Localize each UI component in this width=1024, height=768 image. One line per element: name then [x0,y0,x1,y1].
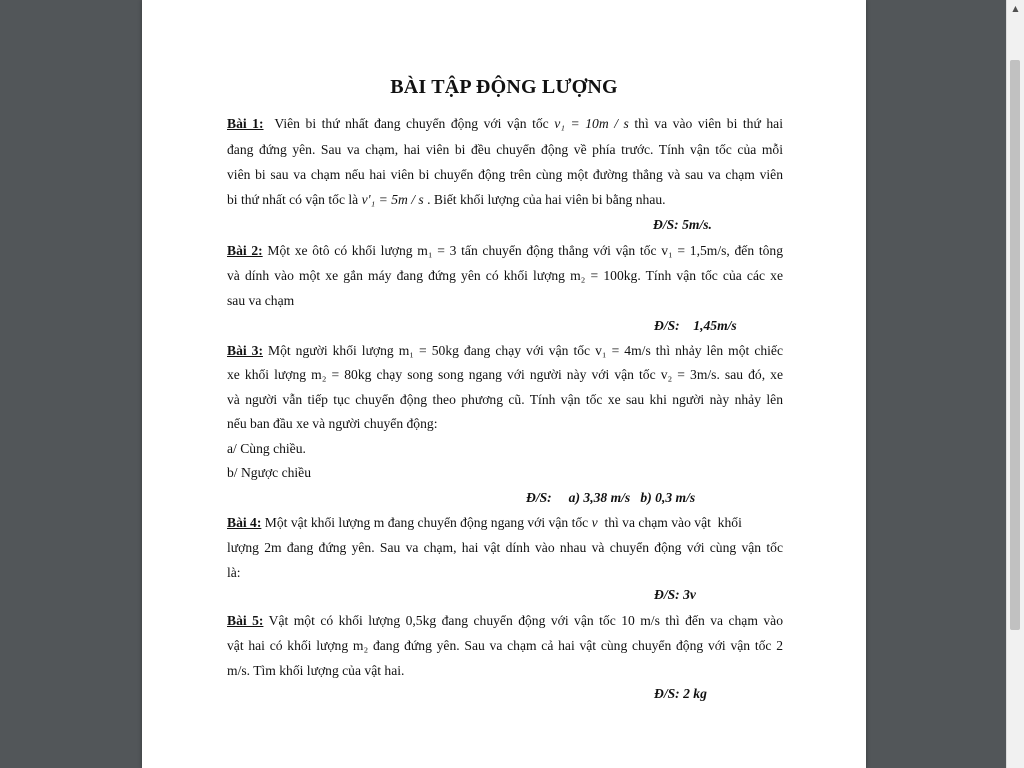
vertical-scrollbar[interactable] [1006,0,1024,768]
text-segment: Một vật khối lượng m đang chuyển động ngang với vận tốc [264,515,592,530]
text-segment: Viên bi thứ nhất đang chuyển động với vận tốc [274,116,555,131]
scroll-up-arrow-icon[interactable]: ▲ [1012,4,1019,13]
exercise-4-line-3: là: [227,565,241,580]
exercise-2-label: Bài 2: [227,243,263,258]
exercise-2-line-3: sau va chạm [227,293,295,308]
exercise-3-line-2: xe khối lượng m₂ = 80kg chạy song song ngang với người này với vận tốc v₂ = 3m/s. sau đó, xe [227,367,783,382]
text-segment: bi thứ nhất có vận tốc là [227,192,362,207]
exercise-3-option-b: b/ Ngược chiều [227,465,312,480]
document-page [142,0,866,768]
exercise-4-answer: Đ/S: 3v [654,587,696,602]
math-expression: v₁ = 10m / s [554,116,629,131]
exercise-2-line-2: và dính vào một xe gắn máy đang đứng yên có khối lượng m₂ = 100kg. Tính vận tốc của các xe [227,268,783,283]
exercise-5-answer: Đ/S: 2 kg [654,686,707,701]
text-segment: . Biết khối lượng của hai viên bi bằng nhau. [423,192,666,207]
exercise-3-line-4: nếu ban đầu xe và người chuyển động: [227,416,438,431]
text-segment: thì va chạm vào vật khối [597,515,742,530]
exercise-3-line-1 [227,342,783,360]
exercise-5-label: Bài 5: [227,613,264,628]
text-segment: Một xe ôtô có khối lượng m₁ = 3 tấn chuyển động thẳng với vận tốc v₁ = 1,5m/s, đến tông [267,243,783,258]
exercise-1-label: Bài 1: [227,116,264,131]
exercise-3-line-3: và người vẫn tiếp tục chuyển động theo phương cũ. Tính vận tốc xe sau khi người này nhảy lên [227,392,783,407]
exercise-1-line-1 [227,115,783,133]
exercise-5-line-1 [227,612,783,630]
scroll-thumb[interactable] [1010,60,1020,630]
exercise-1-answer: Đ/S: 5m/s. [653,217,712,232]
exercise-1-line-3: viên bi sau va chạm nếu hai viên bi chuyển động trên cùng một đường thẳng và sau va chạm viên [227,167,783,182]
exercise-4-line-1 [227,514,783,532]
exercise-5-line-2: vật hai có khối lượng m₂ đang đứng yên. Sau va chạm cả hai vật cùng chuyển động với vận tốc 2 [227,638,783,653]
exercise-1-line-2: đang đứng yên. Sau va chạm, hai viên bi đều chuyển động về phía trước. Tính vận tốc của mỗi [227,142,783,157]
text-segment: Một người khối lượng m₁ = 50kg đang chạy với vận tốc v₁ = 4m/s thì nhảy lên một chiếc [268,343,783,358]
exercise-3-label: Bài 3: [227,343,263,358]
math-expression: v [591,515,598,530]
exercise-3-option-a: a/ Cùng chiều. [227,441,306,456]
exercise-1-line-4 [227,191,783,209]
exercise-4-label: Bài 4: [227,515,262,530]
exercise-2-line-1 [227,242,783,260]
exercise-4-line-2: lượng 2m đang đứng yên. Sau va chạm, hai vật dính vào nhau và chuyển động với cùng vận tốc [227,540,783,555]
exercise-5-line-3: m/s. Tìm khối lượng của vật hai. [227,663,405,678]
text-segment: thì va vào viên bi thứ hai [634,116,783,131]
math-expression: v'₁ = 5m / s [361,192,424,207]
text-segment: Vật một có khối lượng 0,5kg đang chuyển động với vận tốc 10 m/s thì đến va chạm vào [268,613,783,628]
exercise-2-answer: Đ/S: 1,45m/s [654,318,737,333]
document-title: BÀI TẬP ĐỘNG LƯỢNG [390,76,618,98]
exercise-3-answer: Đ/S: a) 3,38 m/s b) 0,3 m/s [526,490,696,505]
